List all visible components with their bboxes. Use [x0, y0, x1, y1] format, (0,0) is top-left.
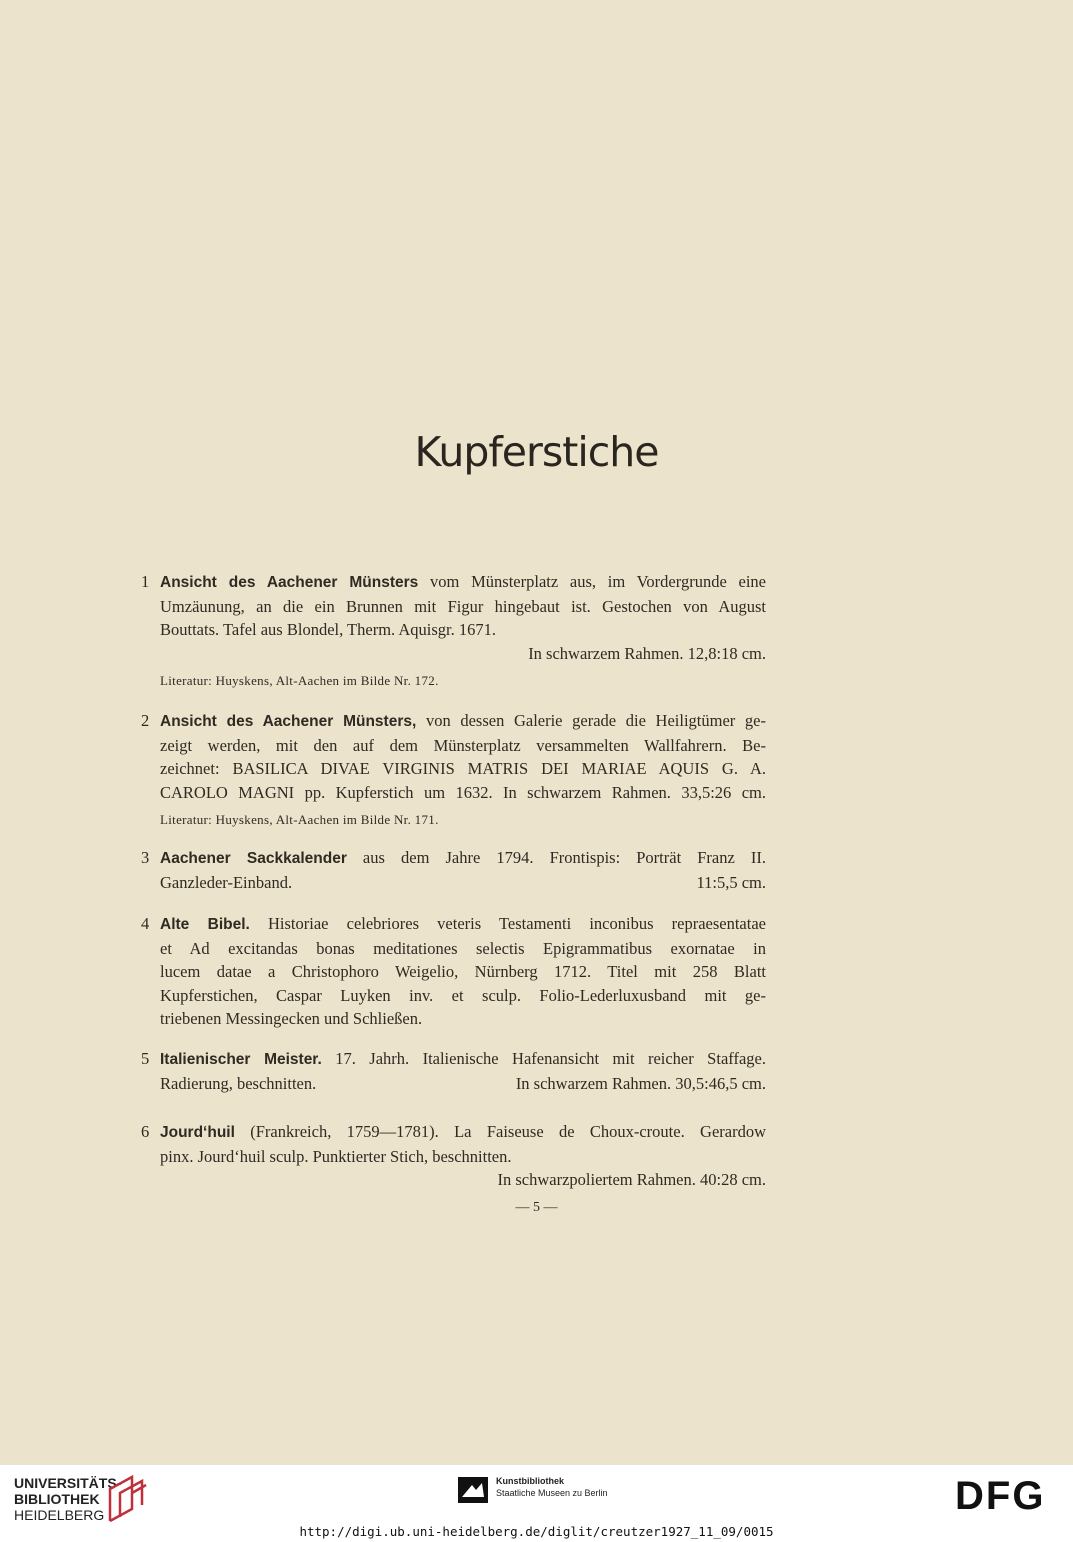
catalog-entry-3 — [141, 846, 767, 894]
kunstbibliothek-logo-icon — [458, 1477, 488, 1503]
entry-text: (Frankreich, 1759—1781). La Faiseuse de Choux-croute. Gerardow — [234, 1122, 766, 1141]
entry-heading: Jourd‘huil — [160, 1124, 235, 1141]
entry-heading: Ansicht des Aachener Münsters, — [160, 713, 417, 730]
entry-literature: Literatur: Huyskens, Alt-Aachen im Bilde Nr. 172. — [160, 673, 439, 688]
dfg-logo[interactable] — [955, 1475, 1059, 1515]
kunstbibliothek-logo-text[interactable]: Kunstbibliothek Staatliche Museen zu Berlin — [496, 1476, 608, 1498]
ub-heidelberg-logo-icon — [106, 1473, 150, 1523]
svg-text:DFG: DFG — [955, 1475, 1046, 1515]
entry-number: 2 — [141, 711, 150, 730]
entry-text: vom Münsterplatz aus, im Vordergrunde eine — [418, 572, 766, 591]
entry-text: Historiae celebriores veteris Testamenti inconibus repraesentatae — [249, 914, 766, 933]
footer-bar — [0, 1465, 1073, 1542]
entry-heading: Aachener Sackkalender — [160, 850, 347, 867]
entry-text: zeichnet: BASILICA DIVAE VIRGINIS MATRIS DEI MARIAE AQUIS G. A. — [160, 759, 766, 778]
entry-heading: Alte Bibel. — [160, 916, 250, 933]
entry-number: 3 — [141, 848, 150, 867]
entry-text: lucem datae a Christophoro Weigelio, Nürnberg 1712. Titel mit 258 Blatt — [160, 962, 766, 981]
entry-text: Kupferstichen, Caspar Luyken inv. et sculp. Folio-Lederluxusband mit ge- — [160, 985, 766, 1005]
entry-dimensions: In schwarzem Rahmen. 30,5:46,5 cm. — [515, 1073, 766, 1093]
entry-number: 5 — [141, 1049, 150, 1068]
permalink-url[interactable]: http://digi.ub.uni-heidelberg.de/diglit/creutzer1927_11_09/0015 — [299, 1524, 774, 1539]
entry-text: triebenen Messingecken und Schließen. — [160, 1009, 423, 1028]
entry-dimensions: In schwarzem Rahmen. 12,8:18 cm. — [528, 643, 766, 663]
entry-text: CAROLO MAGNI pp. Kupferstich um 1632. In schwarzem Rahmen. 33,5:26 cm. — [160, 782, 766, 802]
entry-text: et Ad excitandas bonas meditationes selectis Epigrammatibus exornatae in — [160, 938, 766, 958]
entry-literature: Literatur: Huyskens, Alt-Aachen im Bilde Nr. 171. — [160, 812, 439, 827]
entry-text: Bouttats. Tafel aus Blondel, Therm. Aquisgr. 1671. — [160, 620, 497, 639]
catalog-entry-1 — [141, 570, 766, 691]
entry-text: Umzäunung, an die ein Brunnen mit Figur hingebaut ist. Gestochen von August — [160, 596, 766, 616]
catalog-entry-5 — [141, 1047, 766, 1095]
entry-text: Ganzleder-Einband. — [160, 872, 293, 892]
entry-heading: Italienischer Meister. — [160, 1051, 322, 1068]
entry-text: zeigt werden, mit den auf dem Münsterplatz versammelten Wallfahrern. Be- — [160, 735, 766, 755]
ub-heidelberg-logo-text[interactable]: UNIVERSITÄTS- BIBLIOTHEK HEIDELBERG — [14, 1475, 122, 1523]
entry-text: 17. Jahrh. Italienische Hafenansicht mit reicher Staffage. — [321, 1049, 766, 1068]
catalog-entry-6 — [141, 1120, 766, 1192]
entry-number: 1 — [141, 572, 150, 591]
entry-number: 4 — [141, 914, 150, 933]
entry-text: von dessen Galerie gerade die Heiligtümer ge- — [416, 711, 766, 730]
entry-text: Radierung, beschnitten. — [160, 1073, 317, 1093]
catalog-entry-2 — [141, 709, 766, 830]
entry-text: aus dem Jahre 1794. Frontispis: Porträt Franz II. — [346, 848, 767, 867]
entry-text: pinx. Jourd‘huil sculp. Punktierter Stich, beschnitten. — [160, 1146, 512, 1166]
entry-dimensions: 11:5,5 cm. — [696, 872, 766, 892]
page-number: — 5 — — [515, 1200, 558, 1215]
catalog-entry-4 — [141, 912, 766, 1031]
entry-heading: Ansicht des Aachener Münsters — [160, 574, 419, 591]
entry-dimensions: In schwarzpoliertem Rahmen. 40:28 cm. — [497, 1170, 766, 1189]
page-title: Kupferstiche — [414, 428, 659, 476]
entry-number: 6 — [141, 1122, 150, 1141]
